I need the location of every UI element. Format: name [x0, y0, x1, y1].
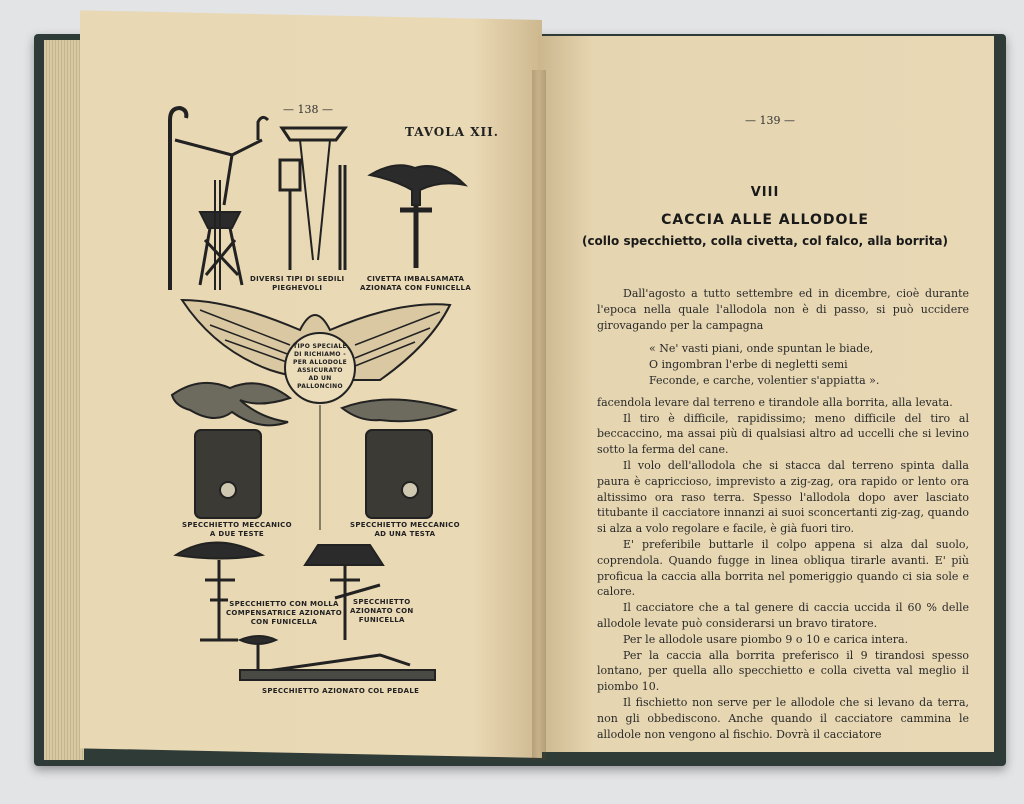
- mirror-one-head-icon: [342, 399, 455, 421]
- chapter-title: CACCIA ALLE ALLODOLE: [661, 212, 869, 228]
- left-page-number: — 138 —: [283, 103, 333, 116]
- plate-title: TAVOLA XII.: [405, 125, 499, 139]
- mirror-box-icon: [195, 430, 261, 518]
- mirror-spring-icon: [176, 543, 262, 559]
- caption-seats: DIVERSI TIPI DI SEDILI PIEGHEVOLI: [250, 275, 345, 292]
- paragraph: Dall'agosto a tutto settembre ed in dicembre, cioè durante l'epoca nella quale l'allodola non è di passo, si può uccidere girovagando per la campagna: [597, 287, 969, 332]
- paragraph: E' preferibile buttarle il colpo appena si alza dal suolo, coprendola. Quando fugge in linea obliqua tirarle avanti. E' più proficua la caccia alla borrita nel pomeriggio quando ci sia sole e calore.: [597, 537, 969, 599]
- chapter-body: [597, 286, 969, 742]
- caption-pedal: SPECCHIETTO AZIONATO COL PEDALE: [262, 687, 420, 695]
- paragraph: Il tiro è difficile, rapidissimo; meno difficile del tiro al beccaccino, ma assai più di qualsiasi altro ad uccelli che si levino sotto la ferma del cane.: [597, 411, 969, 457]
- mirror-two-heads-icon: [172, 383, 290, 425]
- page-edges: [44, 40, 84, 760]
- chapter-number: VIII: [750, 185, 780, 200]
- caption-balloon: TIPO SPECIALE DI RICHIAMO - PER ALLODOLE ASSICURATO AD UN PALLONCINO: [293, 343, 347, 390]
- cane-seat-icon: [170, 108, 186, 290]
- caption-owl: CIVETTA IMBALSAMATA AZIONATA CON FUNICELLA: [360, 275, 472, 292]
- chapter-subtitle: (collo specchietto, colla civetta, col falco, alla borrita): [581, 234, 949, 248]
- caption-cord: SPECCHIETTO AZIONATO CON FUNICELLA: [350, 598, 414, 624]
- mirror-cord-icon: [305, 545, 383, 565]
- rake-seat-icon: [282, 128, 345, 140]
- caption-one-head: SPECCHIETTO MECCANICO AD UNA TESTA: [350, 521, 460, 538]
- owl-decoy-icon: [370, 165, 465, 205]
- paragraph: Il volo dell'allodola che si stacca dal terreno spinta dalla paura è capriccioso, imprevisto a zig-zag, ora rapido or lento ora altissimo ora raso terra. Spesso l'allodola dopo aver lasciato titubante il cacciatore innanzi ai suoi sconcertanti zig-zag, quando si alza a volo regolare e facile, è già fuori tiro.: [597, 458, 969, 536]
- paragraph: Il fischietto non serve per le allodole che si levano da terra, non gli obbediscono. Anche quando il cacciatore cammina le allodole non vengono al fischio. Dovrà il cacciatore: [597, 695, 969, 741]
- paragraph: Per le allodole usare piombo 9 o 10 e carica intera.: [623, 632, 909, 646]
- book-gutter: [532, 70, 546, 760]
- paragraph: facendola levare dal terreno e tirandole alla borrita, alla levata.: [597, 395, 953, 409]
- verse-quote: « Ne' vasti piani, onde spuntan le biade, O ingombran l'erbe di negletti semi Feconde, e carche, volentier s'appiatta ».: [649, 342, 880, 387]
- paragraph: Per la caccia alla borrita preferisco il 9 tirandosi spesso lontano, per quella allo specchietto e colla civetta val meglio il piombo 10.: [597, 648, 969, 694]
- mirror-pedal-icon: [240, 636, 276, 644]
- caption-spring: SPECCHIETTO CON MOLLA COMPENSATRICE AZIONATO CON FUNICELLA: [226, 600, 342, 626]
- caption-two-heads: SPECCHIETTO MECCANICO A DUE TESTE: [182, 521, 292, 538]
- right-page-number: — 139 —: [745, 114, 795, 127]
- paragraph: Il cacciatore che a tal genere di caccia uccida il 60 % delle allodole levate può considerarsi un bravo tiratore.: [597, 601, 969, 630]
